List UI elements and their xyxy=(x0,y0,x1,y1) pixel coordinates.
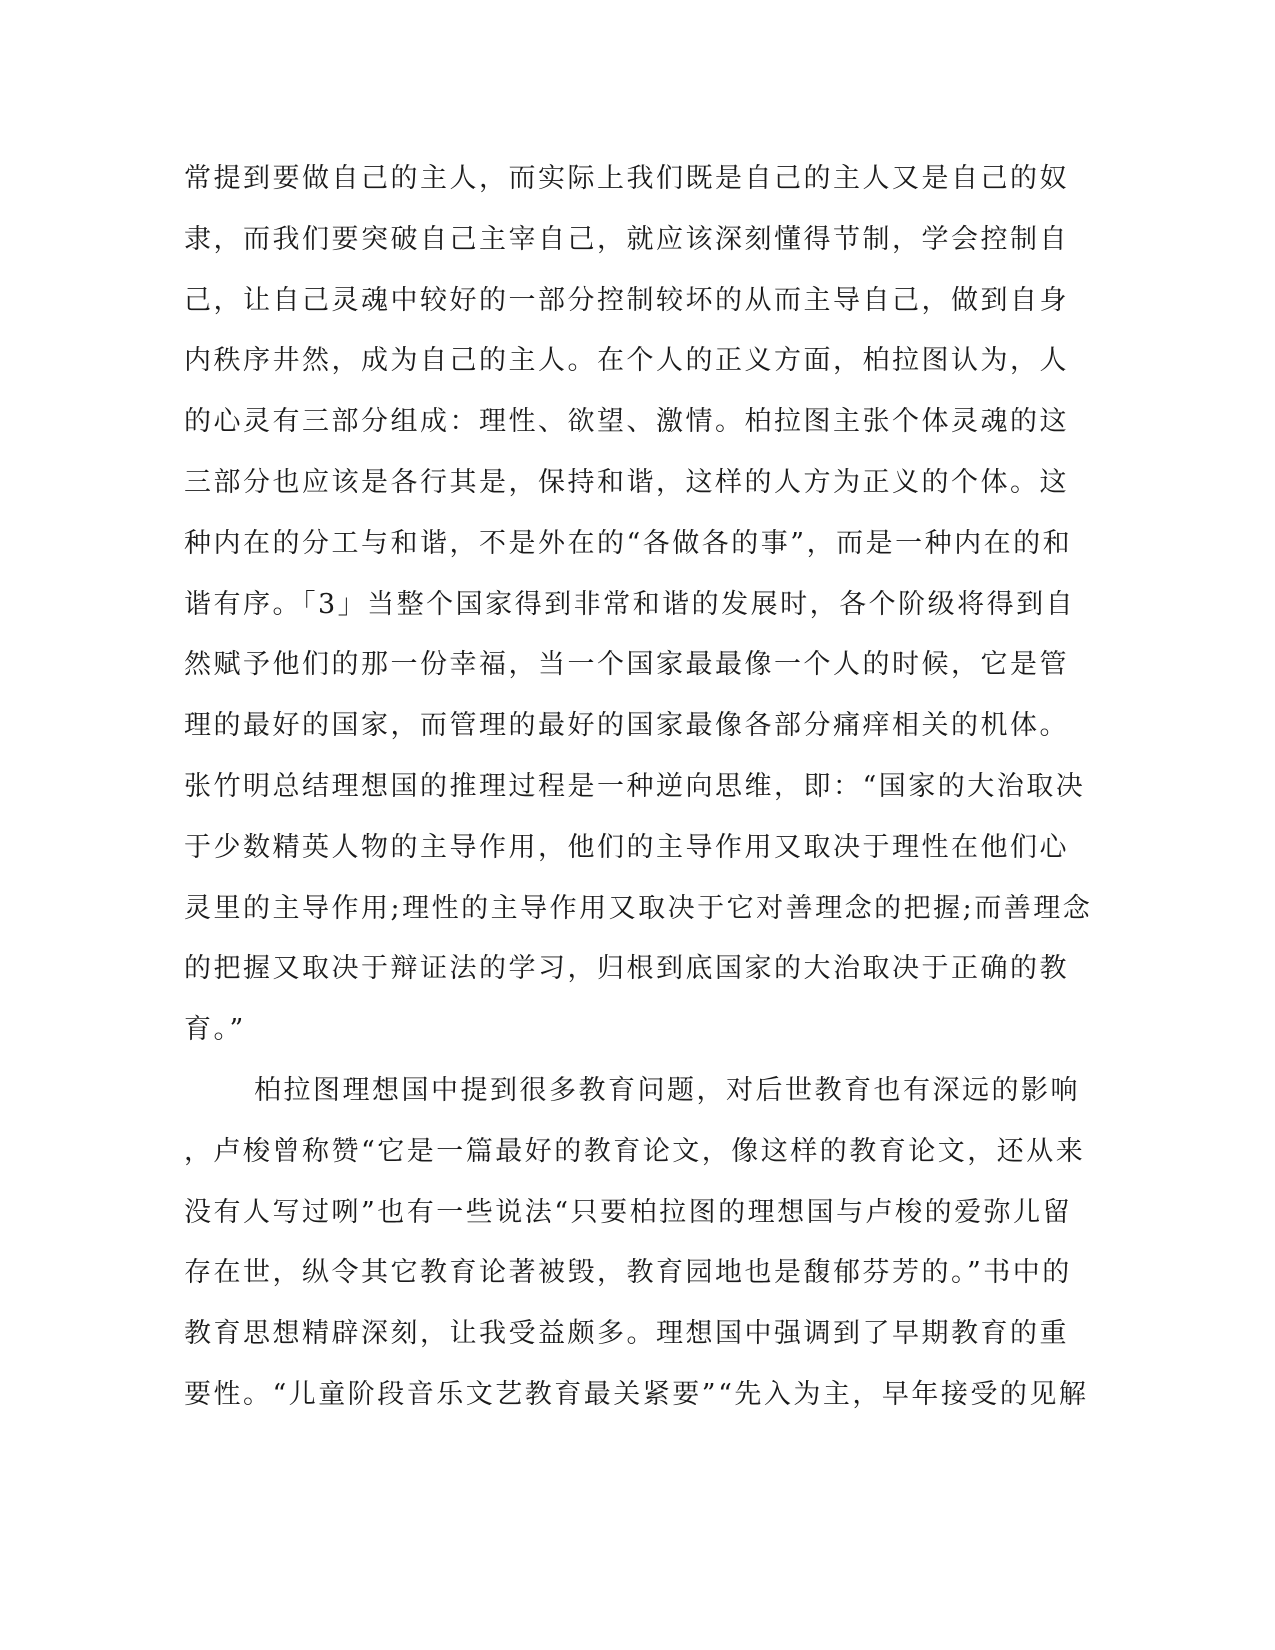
paragraph-2 xyxy=(184,1074,1089,1410)
text-line: 灵里的主导作用;理性的主导作用又取决于它对善理念的把握;而善理念 xyxy=(184,892,1093,924)
text-line: 教育思想精辟深刻，让我受益颇多。理想国中强调到了早期教育的重 xyxy=(184,1318,1069,1350)
text-line: 存在世，纵令其它教育论著被毁，教育园地也是馥郁芬芳的。”书中的 xyxy=(184,1257,1072,1289)
text-line: 理的最好的国家，而管理的最好的国家最像各部分痛痒相关的机体。 xyxy=(184,710,1069,742)
text-line: 张竹明总结理想国的推理过程是一种逆向思维，即：“国家的大治取决 xyxy=(184,770,1086,802)
text-line: 育。” xyxy=(184,1014,246,1046)
text-line: 柏拉图理想国中提到很多教育问题，对后世教育也有深远的影响 xyxy=(254,1074,1080,1106)
text-line: 要性。“儿童阶段音乐文艺教育最关紧要”“先入为主，早年接受的见解 xyxy=(184,1378,1089,1410)
text-line: 内秩序井然，成为自己的主人。在个人的正义方面，柏拉图认为，人 xyxy=(184,345,1069,377)
text-line: 三部分也应该是各行其是，保持和谐，这样的人方为正义的个体。这 xyxy=(184,466,1069,498)
text-line: 的把握又取决于辩证法的学习，归根到底国家的大治取决于正确的教 xyxy=(184,953,1069,985)
text-line: 种内在的分工与和谐，不是外在的“各做各的事”，而是一种内在的和 xyxy=(184,527,1073,559)
text-line: 己，让自己灵魂中较好的一部分控制较坏的从而主导自己，做到自身 xyxy=(184,284,1069,316)
text-line: ，卢梭曾称赞“它是一篇最好的教育论文，像这样的教育论文，还从来 xyxy=(184,1135,1086,1167)
text-line: 于少数精英人物的主导作用，他们的主导作用又取决于理性在他们心 xyxy=(184,831,1069,863)
text-line: 隶，而我们要突破自己主宰自己，就应该深刻懂得节制，学会控制自 xyxy=(184,223,1069,255)
text-line: 谐有序。「3」当整个国家得到非常和谐的发展时，各个阶级将得到自 xyxy=(184,588,1076,620)
text-line: 然赋予他们的那一份幸福，当一个国家最最像一个人的时候，它是管 xyxy=(184,649,1069,681)
text-line: 的心灵有三部分组成：理性、欲望、激情。柏拉图主张个体灵魂的这 xyxy=(184,406,1069,438)
text-line: 常提到要做自己的主人，而实际上我们既是自己的主人又是自己的奴 xyxy=(184,163,1069,194)
body-text xyxy=(184,163,1093,1441)
paragraph-1 xyxy=(184,163,1093,1046)
text-line: 没有人写过咧”也有一些说法“只要柏拉图的理想国与卢梭的爱弥儿留 xyxy=(184,1196,1073,1228)
